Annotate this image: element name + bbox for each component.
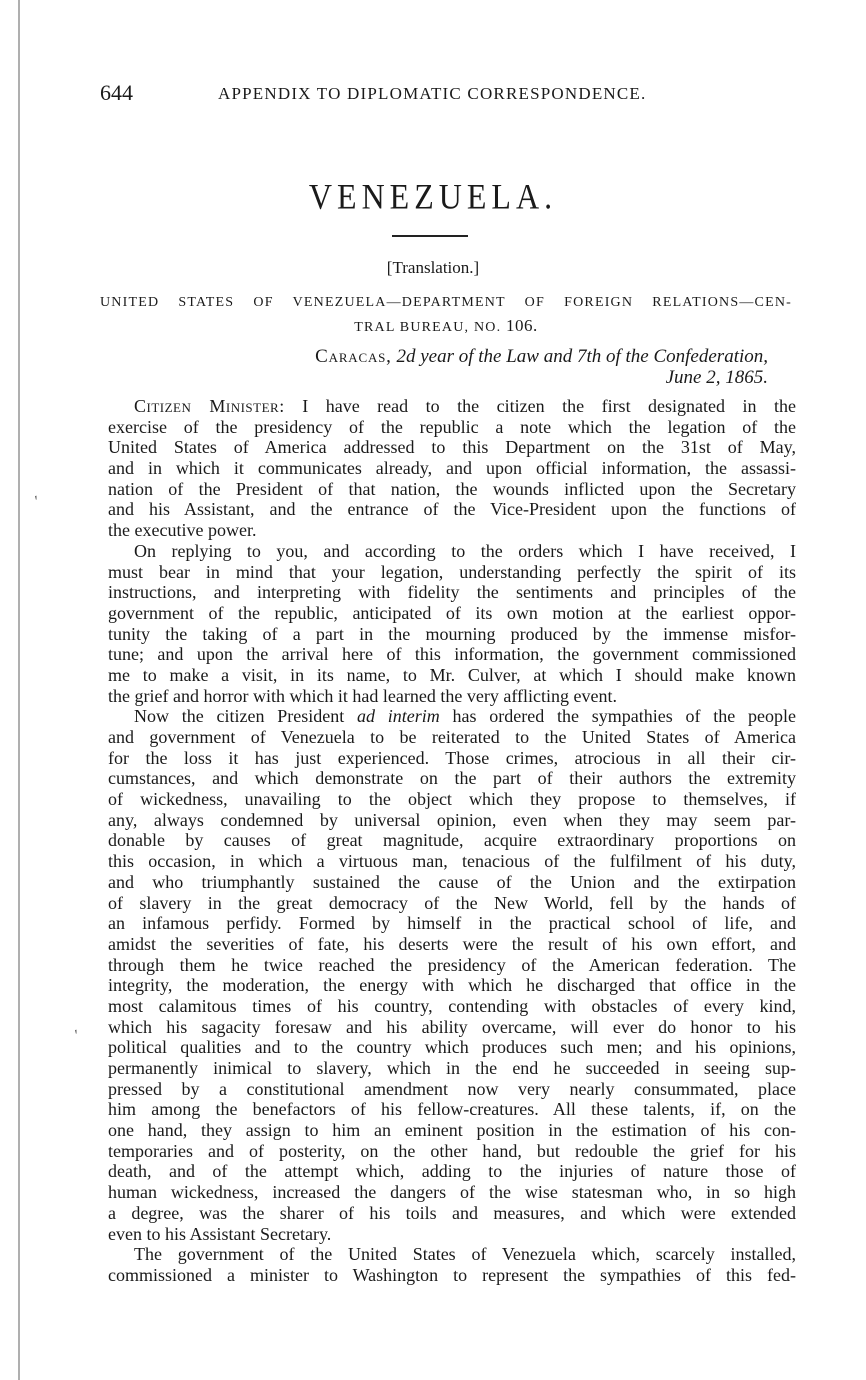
body-line: an infamous perfidy. Formed by himself in the practical school of life, and (108, 913, 796, 934)
body-line: On replying to you, and according to the orders which I have received, I (134, 540, 796, 561)
title-rule (392, 235, 468, 237)
body-line: any, always condemned by universal opinion, even when they may seem par- (108, 809, 796, 830)
body-line: must bear in mind that your legation, understanding perfectly the spirit of its (108, 561, 796, 582)
body-line: donable by causes of great magnitude, acquire extraordinary proportions on (108, 830, 796, 851)
body-line: a degree, was the sharer of his toils and measures, and which were extended (108, 1202, 796, 1223)
body-line: United States of America addressed to this Department on the 31st of May, (108, 437, 796, 458)
body-line: even to his Assistant Secretary. (108, 1223, 332, 1244)
body-line: for the loss it has just experienced. Those crimes, atrocious in all their cir- (108, 747, 796, 768)
body-line: commissioned a minister to Washington to represent the sympathies of this fed- (108, 1264, 796, 1285)
page-header (100, 80, 800, 110)
section-title: VENEZUELA. (308, 175, 558, 217)
running-title: APPENDIX TO DIPLOMATIC CORRESPONDENCE. (218, 84, 647, 103)
body-line: the executive power. (108, 520, 257, 541)
dateline-year: 2d year of the Law and 7th of the Confederation, (396, 346, 768, 367)
body-line: and who triumphantly sustained the cause of the Union and the extirpation (108, 871, 796, 892)
body-line: of slavery in the great democracy of the New World, fell by the hands of (108, 892, 796, 913)
body-line: integrity, the moderation, the energy with which he discharged that office in the (108, 975, 796, 996)
body-line: through them he twice reached the presidency of the American federation. The (108, 954, 796, 975)
body-line: of wickedness, unavailing to the object which they propose to themselves, if (108, 789, 796, 810)
body-line: most calamitous times of his country, contending with obstacles of every kind, (108, 995, 796, 1016)
body-line: pressed by a constitutional amendment now very nearly consummated, place (108, 1078, 796, 1099)
body-line: and in which it communicates already, and upon official information, the assassi- (108, 458, 796, 479)
body-line: death, and of the attempt which, adding to the injuries of nature those of (108, 1161, 796, 1182)
dateline-date-row (100, 367, 768, 389)
body-line: instructions, and interpreting with fidelity the sentiments and principles of the (108, 582, 796, 603)
body-line: which his sagacity foresaw and his ability overcame, will ever do honor to his (108, 1016, 796, 1037)
bureau-number: 106. (505, 316, 538, 335)
body-line: Citizen Minister: I have read to the citizen the first designated in the (134, 396, 796, 416)
dateline-date: June 2, 1865. (665, 367, 768, 388)
stray-ink-mark: ′ (33, 492, 43, 511)
body-line: exercise of the presidency of the republic a note which the legation of the (108, 416, 796, 437)
body-line: him among the benefactors of his fellow-creatures. All these talents, if, on the (108, 1099, 796, 1120)
body-line: amidst the severities of fate, his deserts were the result of his own effort, and (108, 933, 796, 954)
salutation: Citizen Minister: (134, 396, 285, 416)
body-line: me to make a visit, in its name, to Mr. Culver, at which I should make known (108, 664, 796, 685)
body-line: and government of Venezuela to be reiterated to the United States of America (108, 727, 796, 747)
body-line: permanently inimical to slavery, which in the end he succeeded in seeing sup- (108, 1058, 796, 1078)
ad-interim: ad interim (357, 706, 440, 727)
body-line: human wickedness, increased the dangers of the wise statesman who, in so high (108, 1182, 796, 1203)
body-line: and his Assistant, and the entrance of the Vice-President upon the functions of (108, 499, 796, 520)
body-line: temporaries and of posterity, on the other hand, but redouble the grief for his (108, 1140, 796, 1161)
department-line-2 (100, 316, 792, 336)
stray-ink-mark: ′ (73, 1026, 83, 1045)
body-line: political qualities and to the country which produces such men; and his opinions, (108, 1037, 796, 1058)
letter-body (108, 396, 796, 1286)
body-line: Now the citizen President ad interim has ordered the sympathies of the people (134, 706, 796, 727)
dateline (100, 346, 768, 368)
dateline-place: Caracas, (315, 346, 392, 367)
body-line: The government of the United States of Venezuela which, scarcely installed, (134, 1244, 796, 1265)
body-line: tune; and upon the arrival here of this information, the government commissioned (108, 644, 796, 665)
translation-note: [Translation.] (386, 258, 480, 277)
body-line: this occasion, in which a virtuous man, tenacious of the fulfilment of his duty, (108, 851, 796, 872)
body-line: nation of the President of that nation, the wounds inflicted upon the Secretary (108, 478, 796, 499)
body-line: government of the republic, anticipated of its own motion at the earliest oppor- (108, 602, 796, 623)
body-line: one hand, they assign to him an eminent position in the estimation of his con- (108, 1120, 796, 1141)
department-line-1: UNITED STATES OF VENEZUELA—DEPARTMENT OF FOREIGN RELATIONS—CEN- (100, 295, 792, 310)
department-line-2-text: TRAL BUREAU, NO. (354, 320, 502, 335)
body-line: tunity the taking of a part in the mourning produced by the immense misfor- (108, 623, 796, 644)
body-line: cumstances, and which demonstrate on the part of their authors the extremity (108, 768, 796, 789)
page-number: 644 (100, 80, 133, 105)
body-line: the grief and horror with which it had learned the very afflicting event. (108, 685, 617, 706)
